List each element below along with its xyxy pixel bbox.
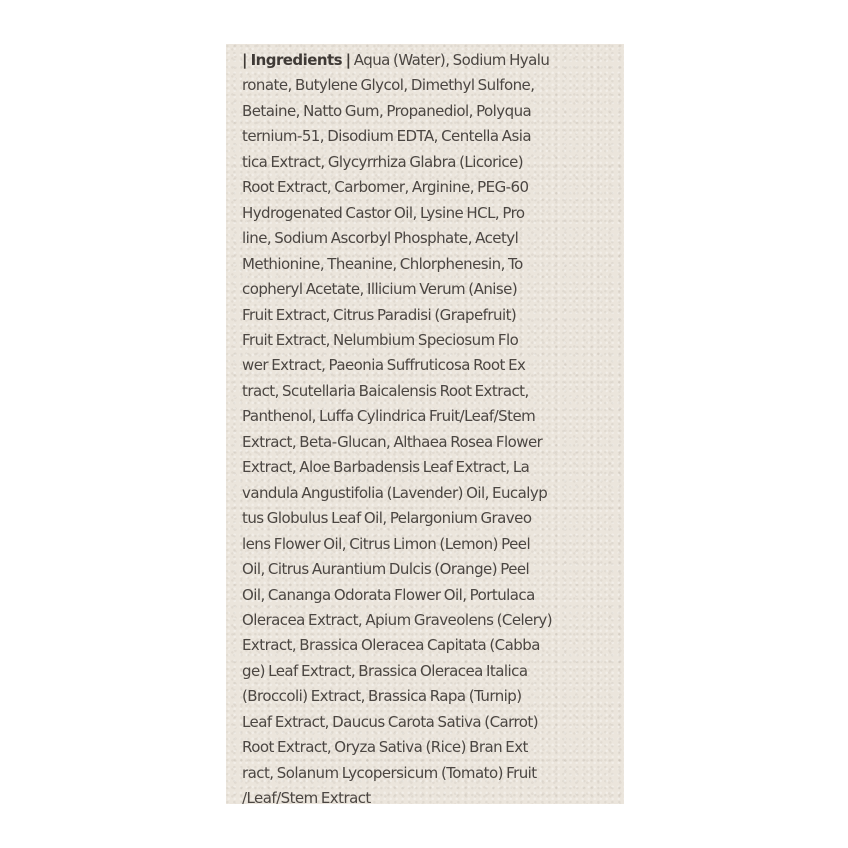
ingredients-line-30: /Leaf/Stem Extract (242, 789, 371, 804)
ingredients-line-6: Root Extract, Carbomer, Arginine, PEG-60 (242, 178, 529, 197)
ingredients-line-25: ge) Leaf Extract, Brassica Oleracea Italica (242, 661, 528, 680)
ingredients-line-7: Hydrogenated Castor Oil, Lysine HCL, Pro (242, 203, 525, 222)
ingredients-line-8: line, Sodium Ascorbyl Phosphate, Acetyl (242, 229, 519, 248)
ingredients-text (242, 48, 618, 804)
ingredients-line-13: wer Extract, Paeonia Suffruticosa Root Ex (242, 356, 526, 375)
ingredients-line-5: tica Extract, Glycyrrhiza Glabra (Licorice) (242, 152, 524, 171)
ingredients-line-14: tract, Scutellaria Baicalensis Root Extract, (242, 381, 529, 400)
ingredients-line-24: Extract, Brassica Oleracea Capitata (Cabba (242, 636, 540, 655)
ingredients-line-19: tus Globulus Leaf Oil, Pelargonium Graveo (242, 509, 532, 528)
ingredients-line-12: Fruit Extract, Nelumbium Speciosum Flo (242, 330, 519, 349)
ingredients-line-18: vandula Angustifolia (Lavender) Oil, Eucalyp (242, 483, 548, 502)
ingredients-line-1-text: Aqua (Water), Sodium Hyalu (350, 51, 550, 69)
ingredients-label (226, 44, 624, 804)
ingredients-heading: | Ingredients | (242, 51, 351, 69)
ingredients-line-11: Fruit Extract, Citrus Paradisi (Grapefruit) (242, 305, 517, 324)
ingredients-line-1 (242, 48, 618, 73)
ingredients-line-3: Betaine, Natto Gum, Propanediol, Polyqua (242, 101, 532, 120)
ingredients-line-4: ternium-51, Disodium EDTA, Centella Asia (242, 127, 532, 146)
ingredients-line-15: Panthenol, Luffa Cylindrica Fruit/Leaf/Stem (242, 407, 536, 426)
ingredients-line-28: Root Extract, Oryza Sativa (Rice) Bran Ext (242, 738, 528, 757)
ingredients-line-20: lens Flower Oil, Citrus Limon (Lemon) Peel (242, 534, 531, 553)
ingredients-line-9: Methionine, Theanine, Chlorphenesin, To (242, 254, 523, 273)
ingredients-line-26: (Broccoli) Extract, Brassica Rapa (Turnip) (242, 687, 522, 706)
ingredients-line-10: copheryl Acetate, Illicium Verum (Anise) (242, 280, 518, 299)
ingredients-line-17: Extract, Aloe Barbadensis Leaf Extract, La (242, 458, 530, 477)
ingredients-line-22: Oil, Cananga Odorata Flower Oil, Portulaca (242, 585, 535, 604)
ingredients-line-2: ronate, Butylene Glycol, Dimethyl Sulfone, (242, 76, 535, 95)
ingredients-line-23: Oleracea Extract, Apium Graveolens (Celery) (242, 610, 553, 629)
ingredients-line-27: Leaf Extract, Daucus Carota Sativa (Carrot) (242, 712, 539, 731)
ingredients-line-29: ract, Solanum Lycopersicum (Tomato) Fruit (242, 763, 537, 782)
ingredients-line-21: Oil, Citrus Aurantium Dulcis (Orange) Peel (242, 560, 530, 579)
ingredients-line-16: Extract, Beta-Glucan, Althaea Rosea Flower (242, 432, 543, 451)
